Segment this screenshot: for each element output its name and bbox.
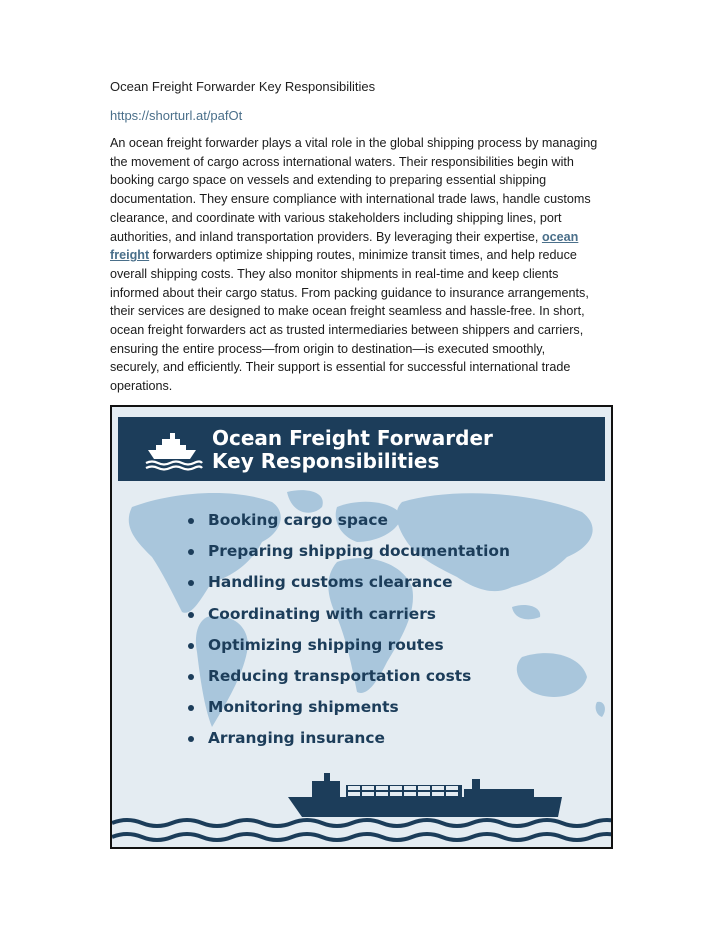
infographic-header [118,417,605,481]
ocean-freight-link-cont[interactable]: freight [110,248,150,263]
ship-icon [144,431,204,471]
body-line: ocean freight forwarders act as trusted intermediaries between shippers and carriers, [110,323,584,338]
body-line: ensuring the entire process—from origin to destination—is executed smoothly, [110,341,546,356]
document-title: Ocean Freight Forwarder Key Responsibilities [110,79,376,94]
responsibility-item [184,573,510,604]
body-line: documentation. They ensure compliance with international trade laws, handle customs [110,192,591,207]
body-line: clearance, and coordinate with various stakeholders including shipping lines, port [110,210,562,225]
body-line [110,246,610,265]
bullet-icon [188,643,194,649]
body-line: informed about their cargo status. From packing guidance to insurance arrangements, [110,285,589,300]
responsibility-label: Arranging insurance [208,729,385,748]
body-text: authorities, and inland transportation providers. By leveraging their expertise, [110,229,539,244]
body-line: securely, and efficiently. Their support is essential for successful international trade [110,360,571,375]
bullet-icon [188,549,194,555]
responsibility-item [184,729,510,760]
body-text: forwarders optimize shipping routes, minimize transit times, and help reduce [152,248,577,263]
infographic [110,405,613,849]
body-line: operations. [110,379,173,394]
responsibility-label: Handling customs clearance [208,573,453,592]
bullet-icon [188,736,194,742]
responsibility-label: Booking cargo space [208,511,388,529]
body-line: overall shipping costs. They also monitor shipments in real-time and keep clients [110,266,559,281]
bullet-icon [188,612,194,618]
body-paragraph [110,134,610,396]
responsibility-item [184,698,510,729]
responsibility-label: Preparing shipping documentation [208,542,510,561]
responsibility-item [184,667,510,698]
body-line: the movement of cargo across international waters. Their responsibilities begin with [110,154,574,169]
responsibility-item [184,542,510,573]
ocean-freight-link[interactable]: ocean [541,229,579,244]
responsibility-item [184,636,510,667]
responsibility-label: Reducing transportation costs [208,666,472,685]
body-line: booking cargo space on vessels and extending to preparing essential shipping [110,173,547,188]
responsibility-label: Coordinating with carriers [208,604,436,623]
bullet-icon [188,580,194,586]
body-line: An ocean freight forwarder plays a vital role in the global shipping process by managing [110,136,598,150]
responsibility-label: Monitoring shipments [208,698,399,717]
bullet-icon [188,674,194,680]
source-link[interactable]: https://shorturl.at/pafOt [110,108,243,123]
responsibility-label: Optimizing shipping routes [208,635,444,654]
infographic-title [212,427,493,473]
bullet-icon [188,705,194,711]
body-line [110,228,610,247]
infographic-title-line: Key Responsibilities [212,449,440,473]
responsibilities-list [184,511,510,761]
body-line: their services are designed to make ocean freight seamless and hassle-free. In short, [110,304,585,319]
bullet-icon [188,518,194,524]
responsibility-item [184,511,510,542]
responsibility-item [184,605,510,636]
infographic-title-line: Ocean Freight Forwarder [212,426,493,450]
cargo-ship-icon [112,767,611,847]
